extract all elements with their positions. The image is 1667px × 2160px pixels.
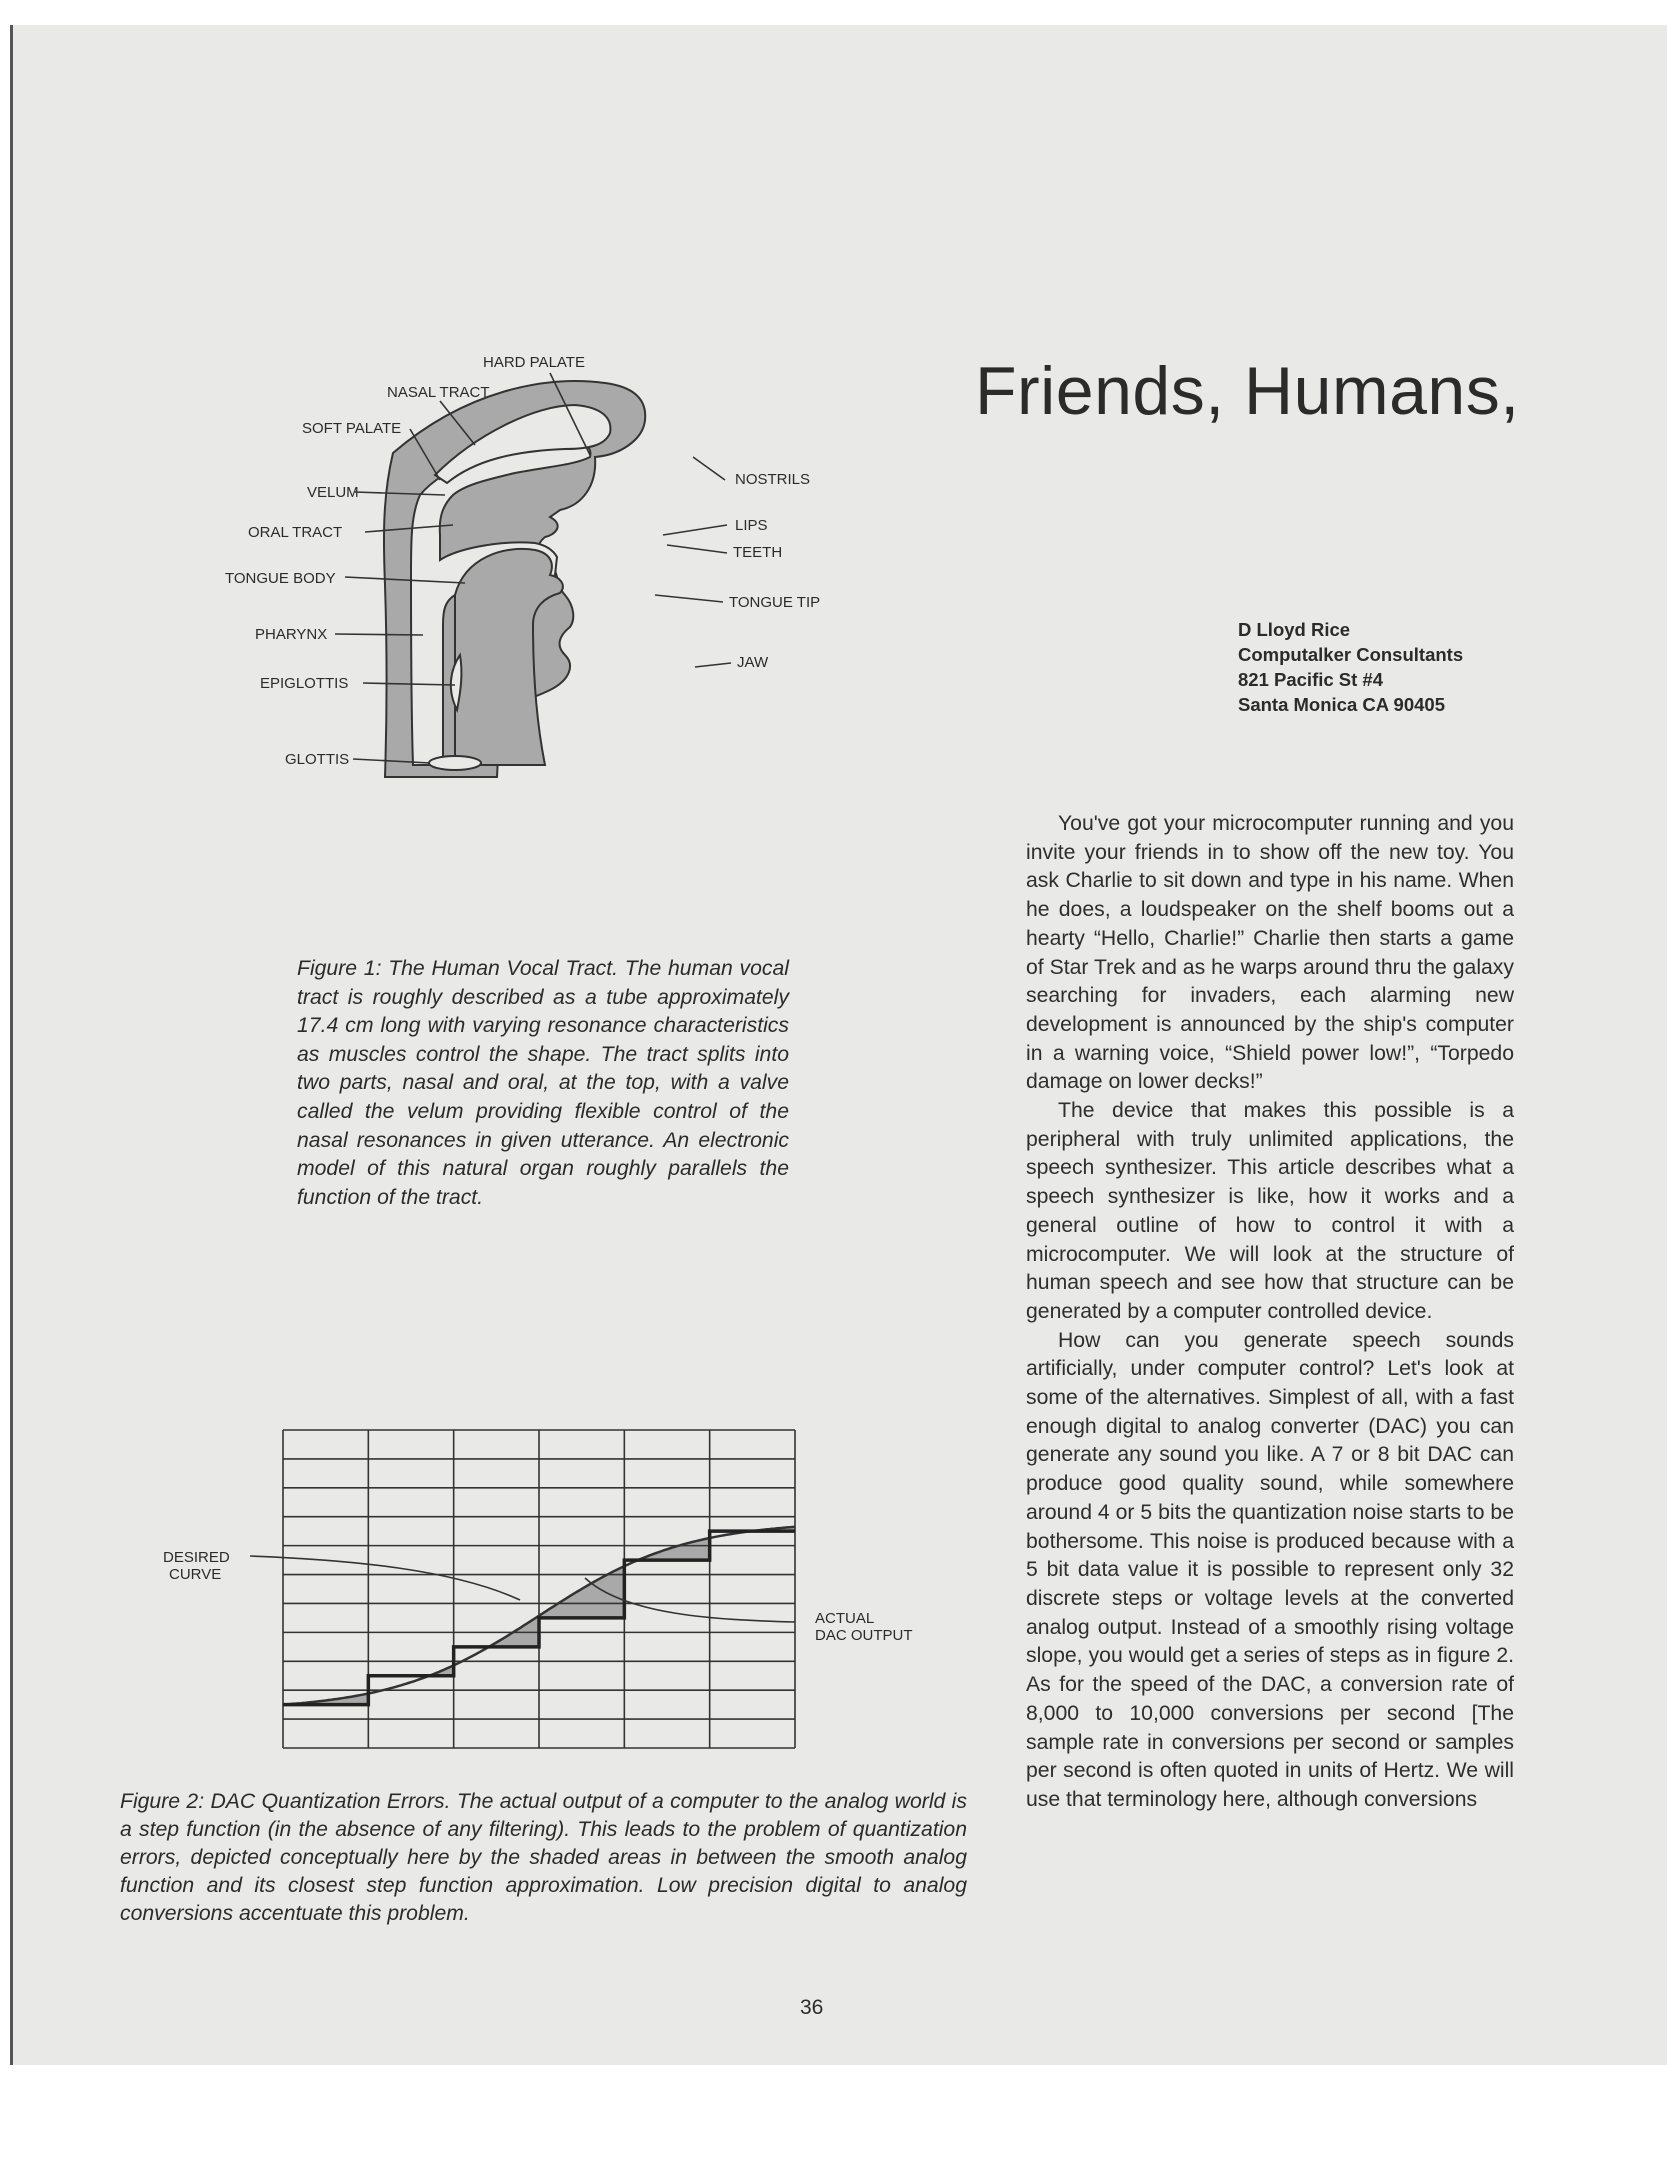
label-lips: LIPS — [735, 517, 768, 534]
article-title: Friends, Humans, — [975, 353, 1520, 429]
label-velum: VELUM — [307, 484, 359, 501]
paragraph-1: You've got your microcomputer running and you invite your friends in to show off the new toy. You ask Charlie to sit down and type in his name. When he does, a loudspeaker on the shelf booms out a hearty “Hello, Charlie!” Charlie then starts a game of Star Trek and as he warps around thru the galaxy searching for invaders, each alarming new development is announced by the ship's computer in a warning voice, “Shield power low!”, “Torpedo damage on lower decks!” — [1026, 812, 1514, 1094]
author-block — [1238, 617, 1463, 717]
paragraph-2: The device that makes this possible is a peripheral with truly unlimited applications, the speech synthesizer. This article describes what a speech synthesizer is like, how it works and a general outline of how to control it with a microcomputer. We will look at the structure of human speech and see how that structure can be generated by a computer controlled device. — [1026, 1099, 1514, 1323]
author-street: 821 Pacific St #4 — [1238, 669, 1384, 690]
author-city: Santa Monica CA 90405 — [1238, 694, 1446, 715]
figure-dac-quantization — [155, 1420, 935, 1760]
label-oral-tract: ORAL TRACT — [248, 524, 343, 541]
label-tongue-tip: TONGUE TIP — [729, 594, 821, 611]
vocal-tract-diagram — [215, 345, 835, 815]
author-name: D Lloyd Rice — [1238, 619, 1351, 640]
page-number: 36 — [800, 1996, 824, 2019]
binding-edge — [10, 25, 13, 2065]
label-pharynx: PHARYNX — [255, 626, 328, 643]
label-soft-palate: SOFT PALATE — [302, 420, 402, 437]
author-company: Computalker Consultants — [1238, 644, 1464, 665]
label-jaw: JAW — [737, 654, 769, 671]
label-nasal-tract: NASAL TRACT — [387, 384, 490, 401]
label-glottis: GLOTTIS — [285, 751, 350, 768]
label-teeth: TEETH — [733, 544, 783, 561]
label-actual-2: DAC OUTPUT — [815, 1627, 913, 1644]
figure2-caption: Figure 2: DAC Quantization Errors. The actual output of a computer to the analog world is a step function (in the absence of any filtering). This leads to the problem of quantization errors, depicted conceptually here by the shaded areas in between the smooth analog function and its closest step function approximation. Low precision digital to analog conversions accentuate this problem. — [120, 1790, 967, 1926]
label-nostrils: NOSTRILS — [735, 471, 811, 488]
label-hard-palate: HARD PALATE — [483, 354, 585, 371]
label-actual-1: ACTUAL — [815, 1610, 875, 1627]
label-tongue-body: TONGUE BODY — [225, 570, 336, 587]
glottis-folds — [429, 756, 481, 770]
figure1-caption: Figure 1: The Human Vocal Tract. The human vocal tract is roughly described as a tube approximately 17.4 cm long with varying resonance characteristics as muscles control the shape. The tract splits into two parts, nasal and oral, at the top, with a valve called the velum providing flexible control of the nasal resonances in given utterance. An electronic model of this natural organ roughly parallels the function of the tract. — [297, 957, 789, 1209]
label-desired-1: DESIRED — [163, 1549, 230, 1566]
label-epiglottis: EPIGLOTTIS — [260, 675, 349, 692]
article-body — [1026, 810, 1514, 1815]
dac-chart — [155, 1420, 935, 1760]
figure-vocal-tract — [215, 345, 835, 815]
paragraph-3: How can you generate speech sounds artificially, under computer control? Let's look at some of the alternatives. Simplest of all, with a fast enough digital to analog converter (DAC) you can generate any sound you like. A 7 or 8 bit DAC can produce good quality sound, while somewhere around 4 or 5 bits the quantization noise starts to be bothersome. This noise is produced because with a 5 bit data value it is possible to represent only 32 discrete steps or voltage levels at the converted analog output. Instead of a smoothly rising voltage slope, you would get a series of steps as in figure 2. As for the speed of the DAC, a conversion rate of 8,000 to 10,000 conversions per second [The sample rate in conversions per second or samples per second is often quoted in units of Hertz. We will use that terminology here, although conversions — [1026, 1328, 1514, 1811]
figure2-leaders — [250, 1556, 795, 1622]
label-desired-2: CURVE — [169, 1566, 222, 1583]
